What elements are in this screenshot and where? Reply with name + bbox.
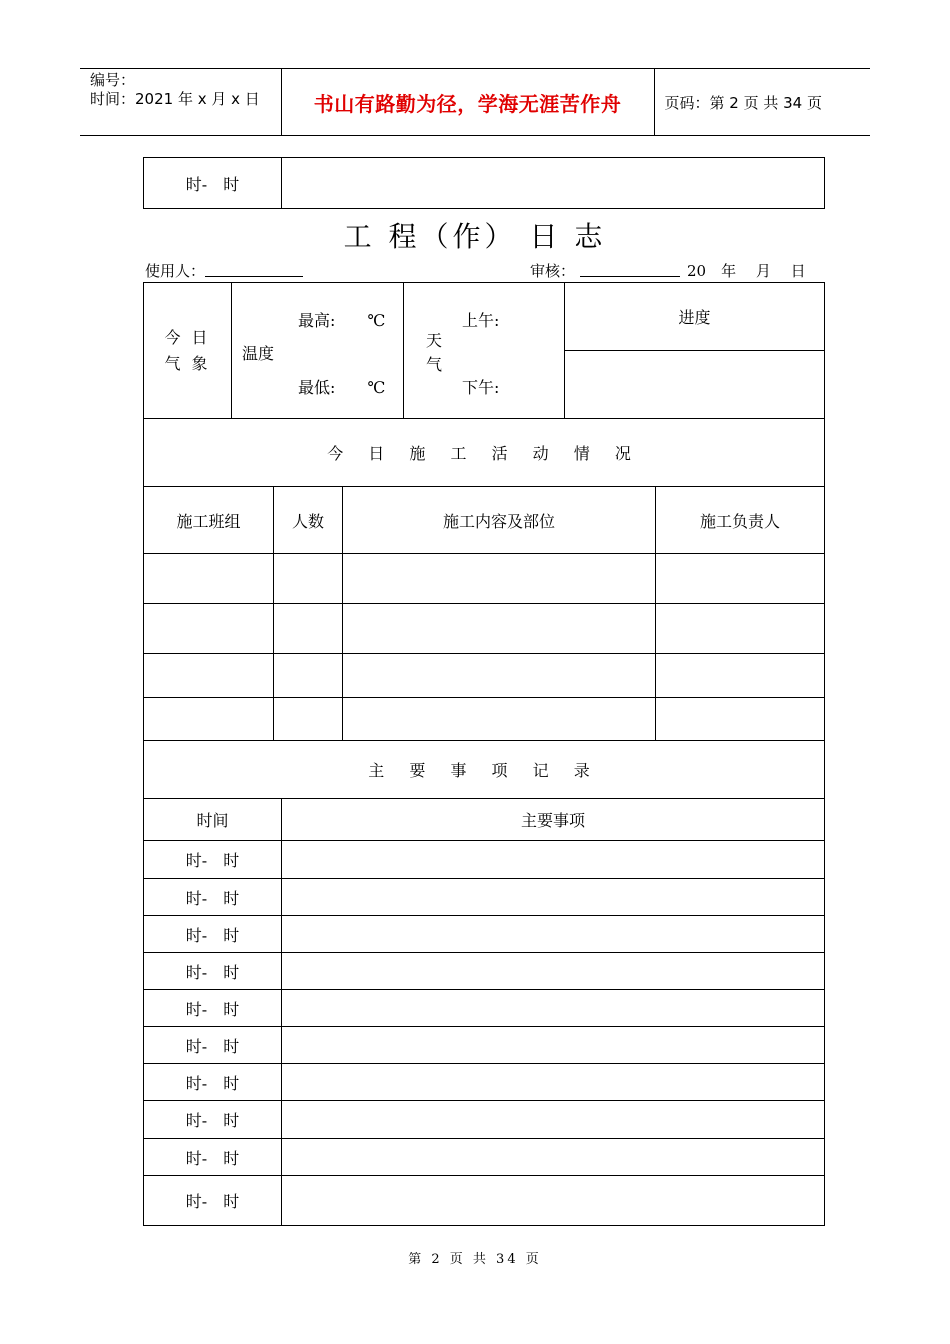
sky-label: 天 气 — [426, 331, 443, 374]
matter-cell[interactable] — [282, 1101, 825, 1139]
content-cell[interactable] — [343, 698, 656, 741]
matter-cell[interactable] — [282, 1064, 825, 1101]
table-row — [144, 604, 825, 654]
table-row — [144, 1064, 825, 1101]
time-cell: 时- 时 — [144, 1139, 282, 1176]
sky-cell — [404, 283, 565, 419]
table-row — [144, 841, 825, 879]
review-label: 审核： — [530, 262, 576, 280]
content-cell[interactable] — [343, 604, 656, 654]
page-header — [80, 68, 870, 136]
time-cell: 时- 时 — [144, 916, 282, 953]
temperature-cell — [232, 283, 404, 419]
today-weather-cell — [144, 283, 232, 419]
supervisor-cell[interactable] — [656, 554, 825, 604]
matter-cell[interactable] — [282, 953, 825, 990]
time-cell: 时- 时 — [144, 841, 282, 879]
signature-line — [145, 260, 825, 282]
matter-cell[interactable] — [282, 841, 825, 879]
time-cell: 时- 时 — [144, 990, 282, 1027]
matter-cell[interactable] — [282, 158, 825, 209]
page-title: 工 程（作） 日 志 — [343, 220, 607, 253]
afternoon-label: 下午: — [462, 378, 500, 397]
matter-cell[interactable] — [282, 879, 825, 916]
matter-cell[interactable] — [282, 990, 825, 1027]
table-row — [144, 879, 825, 916]
motto: 书山有路勤为径，学海无涯苦作舟 — [281, 69, 654, 136]
content-cell[interactable] — [343, 654, 656, 698]
header-page-number: 页码：第 2 页 共 34 页 — [654, 69, 870, 136]
table-row — [144, 990, 825, 1027]
headcount-cell[interactable] — [274, 554, 343, 604]
team-cell[interactable] — [144, 604, 274, 654]
weather-table — [143, 282, 825, 419]
time-cell: 时- 时 — [144, 158, 282, 209]
time-label: 时间：2021 年 x 月 x 日 — [90, 90, 260, 108]
table-row — [144, 554, 825, 604]
review-field[interactable] — [580, 262, 680, 277]
col-content: 施工内容及部位 — [343, 487, 656, 554]
supervisor-cell[interactable] — [656, 654, 825, 698]
team-cell[interactable] — [144, 654, 274, 698]
matter-cell[interactable] — [282, 1176, 825, 1226]
morning-label: 上午: — [462, 311, 500, 330]
activity-section-title: 今 日 施 工 活 动 情 况 — [144, 419, 825, 487]
time-cell: 时- 时 — [144, 953, 282, 990]
table-row — [144, 1027, 825, 1064]
page-footer: 第 2 页 共 34 页 — [408, 1252, 542, 1267]
matter-cell[interactable] — [282, 916, 825, 953]
high-temp-label: 最高: ℃ — [298, 311, 386, 330]
continued-time-row — [143, 157, 825, 209]
col-team: 施工班组 — [144, 487, 274, 554]
supervisor-cell[interactable] — [656, 698, 825, 741]
time-cell: 时- 时 — [144, 1101, 282, 1139]
time-cell: 时- 时 — [144, 879, 282, 916]
matter-cell[interactable] — [282, 1027, 825, 1064]
low-temp-label: 最低: ℃ — [298, 378, 386, 397]
headcount-cell[interactable] — [274, 654, 343, 698]
col-matter: 主要事项 — [282, 799, 825, 841]
col-time: 时间 — [144, 799, 282, 841]
table-row — [144, 698, 825, 741]
user-field[interactable] — [205, 262, 303, 277]
table-row — [144, 1176, 825, 1226]
user-label: 使用人： — [145, 262, 206, 280]
team-cell[interactable] — [144, 698, 274, 741]
time-cell: 时- 时 — [144, 1064, 282, 1101]
records-section-title: 主 要 事 项 记 录 — [144, 741, 825, 799]
date-label: 20 年 月 日 — [687, 262, 806, 280]
records-table — [143, 740, 825, 1226]
headcount-cell[interactable] — [274, 698, 343, 741]
progress-label: 进度 — [565, 283, 825, 351]
table-row — [144, 1101, 825, 1139]
header-meta — [80, 69, 281, 136]
col-supervisor: 施工负责人 — [656, 487, 825, 554]
content-cell[interactable] — [343, 554, 656, 604]
time-cell: 时- 时 — [144, 1176, 282, 1226]
supervisor-cell[interactable] — [656, 604, 825, 654]
activity-table — [143, 418, 825, 741]
table-row — [144, 916, 825, 953]
table-row — [144, 1139, 825, 1176]
team-cell[interactable] — [144, 554, 274, 604]
time-cell: 时- 时 — [144, 1027, 282, 1064]
matter-cell[interactable] — [282, 1139, 825, 1176]
progress-value-cell[interactable] — [565, 351, 825, 419]
table-row — [144, 953, 825, 990]
col-headcount: 人数 — [274, 487, 343, 554]
table-row — [144, 654, 825, 698]
today-weather-label: 今 日 气 象 — [164, 327, 211, 373]
headcount-cell[interactable] — [274, 604, 343, 654]
temperature-label: 温度 — [242, 344, 275, 363]
number-label: 编号： — [90, 71, 136, 89]
